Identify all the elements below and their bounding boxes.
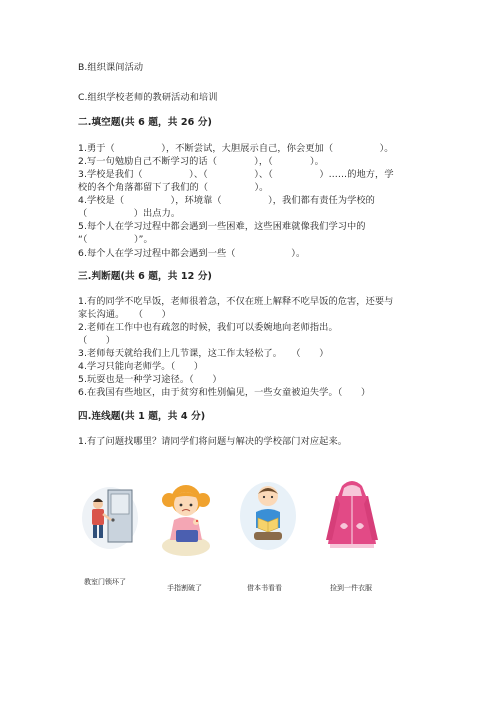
true-false-q1-line2: 家长沟通。 （ ）: [78, 309, 171, 320]
true-false-q2-line1: 2.老师在工作中也有疏忽的时候，我们可以委婉地向老师指出。: [78, 322, 338, 333]
fill-blank-q5-line2: “（ ）”。: [78, 234, 153, 245]
fill-blank-q1: 1.勇于（ ），不断尝试，大胆展示自己，你会更加（ ）。: [78, 143, 394, 154]
option-c: C.组织学校老师的教研活动和培训: [78, 92, 218, 103]
pink-jacket-icon: [322, 478, 382, 558]
broken-door-lock-icon: [80, 478, 140, 550]
fill-blank-q6: 6.每个人在学习过程中都会遇到一些（ ）。: [78, 248, 306, 259]
true-false-q4: 4.学习只能向老师学。（ ）: [78, 361, 204, 372]
section-fill-blank-heading: 二.填空题(共 6 题，共 26 分): [78, 117, 213, 128]
true-false-q5: 5.玩耍也是一种学习途径。（ ）: [78, 374, 222, 385]
caption-found-clothes: 捡到一件衣服: [330, 584, 372, 592]
matching-q1: 1.有了问题找哪里？请同学们将问题与解决的学校部门对应起来。: [78, 436, 348, 447]
fill-blank-q4-line2: （ ）出点力。: [78, 208, 181, 219]
fill-blank-q3-line1: 3.学校是我们（ ）、（ ）、（ ）……的地方，学: [78, 169, 394, 180]
true-false-q3: 3.老师每天就给我们上几节课，这工作太轻松了。 （ ）: [78, 348, 329, 359]
true-false-q6: 6.在我国有些地区，由于贫穷和性别偏见，一些女童被迫失学。（ ）: [78, 387, 371, 398]
caption-cut-finger: 手指割破了: [167, 584, 202, 592]
fill-blank-q5-line1: 5.每个人在学习过程中都会遇到一些困难，这些困难就像我们学习中的: [78, 221, 366, 232]
true-false-q1-line1: 1.有的同学不吃早饭，老师很着急，不仅在班上解释不吃早饭的危害，还要与: [78, 296, 394, 307]
fill-blank-q3-line2: 校的各个角落都留下了我们的（ ）。: [78, 182, 269, 193]
cut-finger-girl-icon: [160, 478, 212, 560]
section-true-false-heading: 三.判断题(共 6 题，共 12 分): [78, 271, 213, 282]
fill-blank-q2: 2.写一句勉励自己不断学习的话（ ），（ ）。: [78, 156, 324, 167]
reading-boy-icon: [238, 478, 298, 556]
true-false-q2-line2: （ ）: [78, 335, 116, 346]
caption-broken-door-lock: 教室门锁坏了: [84, 578, 126, 586]
option-b: B.组织课间活动: [78, 62, 144, 73]
caption-borrow-book: 借本书看看: [247, 584, 282, 592]
section-matching-heading: 四.连线题(共 1 题，共 4 分): [78, 411, 206, 422]
fill-blank-q4-line1: 4.学校是（ ），环境靠（ ），我们都有责任为学校的: [78, 195, 375, 206]
